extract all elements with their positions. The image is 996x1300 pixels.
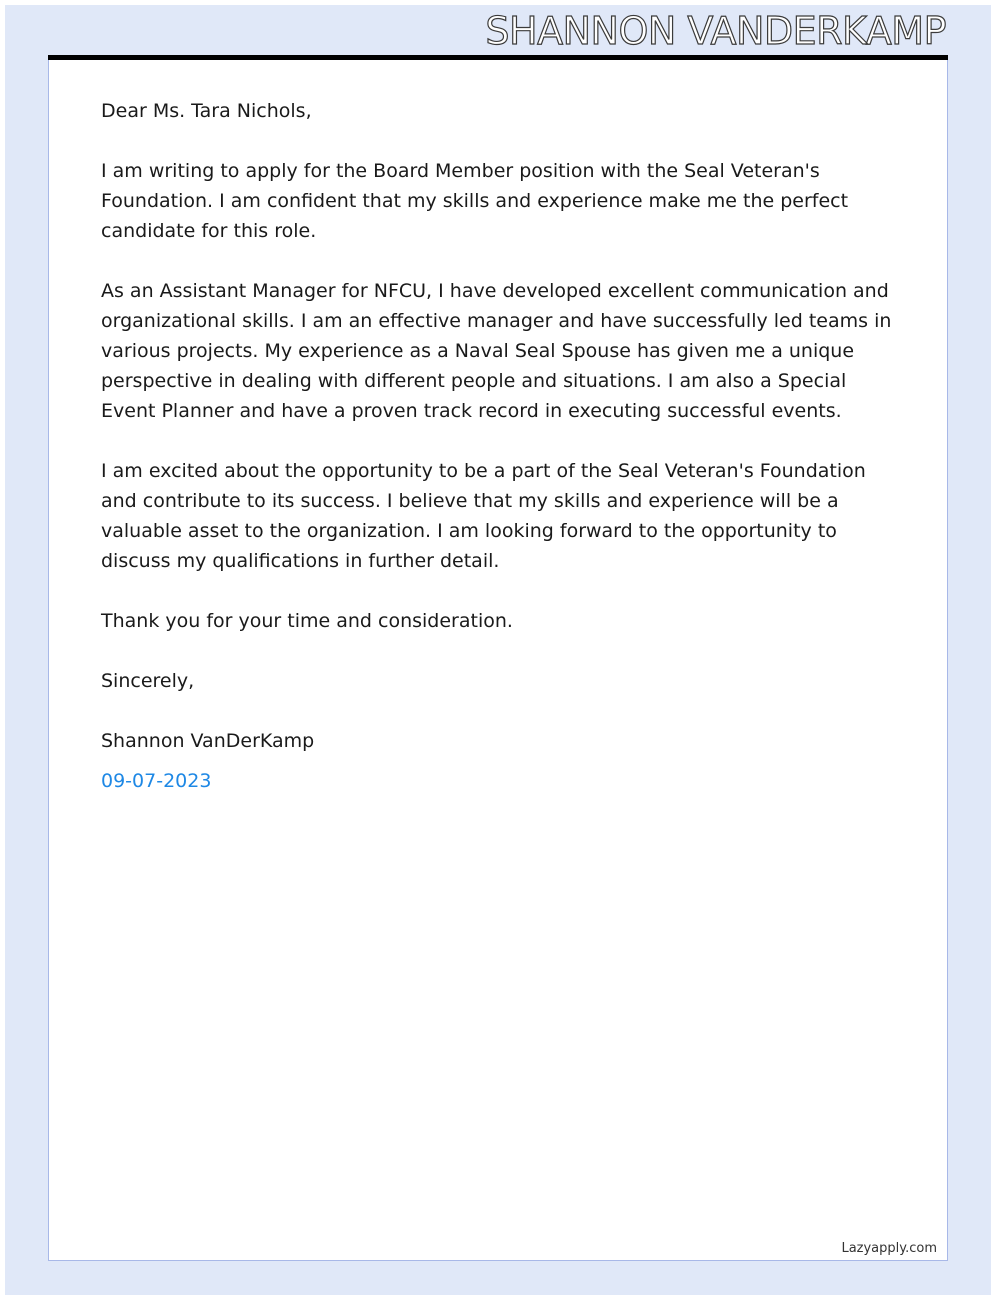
letter-salutation: Dear Ms. Tara Nichols, xyxy=(101,100,312,122)
letter-closing: Sincerely, xyxy=(101,670,195,692)
letter-paragraph: I am writing to apply for the Board Member position with the Seal Veteran's Foundation. I am confident that my skills and experience make me the perfect candidate for this role. xyxy=(101,160,849,242)
letter-body xyxy=(101,96,901,826)
letter-signature: Shannon VanDerKamp xyxy=(101,730,315,752)
letter-paragraph: Thank you for your time and consideration. xyxy=(101,610,513,632)
letter-page xyxy=(48,60,948,1261)
letter-paragraph: I am excited about the opportunity to be a part of the Seal Veteran's Foundation and contribute to its success. I believe that my skills and experience will be a valuable asset to the organization. I am looking forward to the opportunity to discuss my qualifications in further detail. xyxy=(101,460,866,572)
footer-brand-link[interactable]: Lazyapply.com xyxy=(841,1241,937,1256)
letter-paragraph: As an Assistant Manager for NFCU, I have developed excellent communication and organizational skills. I am an effective manager and have successfully led teams in various projects. My experience as a Naval Seal Spouse has given me a unique perspective in dealing with different people and situations. I am also a Special Event Planner and have a proven track record in executing successful events. xyxy=(101,280,892,422)
header-name: SHANNON VANDERKAMP xyxy=(485,9,946,53)
letter-date: 09-07-2023 xyxy=(101,770,212,792)
